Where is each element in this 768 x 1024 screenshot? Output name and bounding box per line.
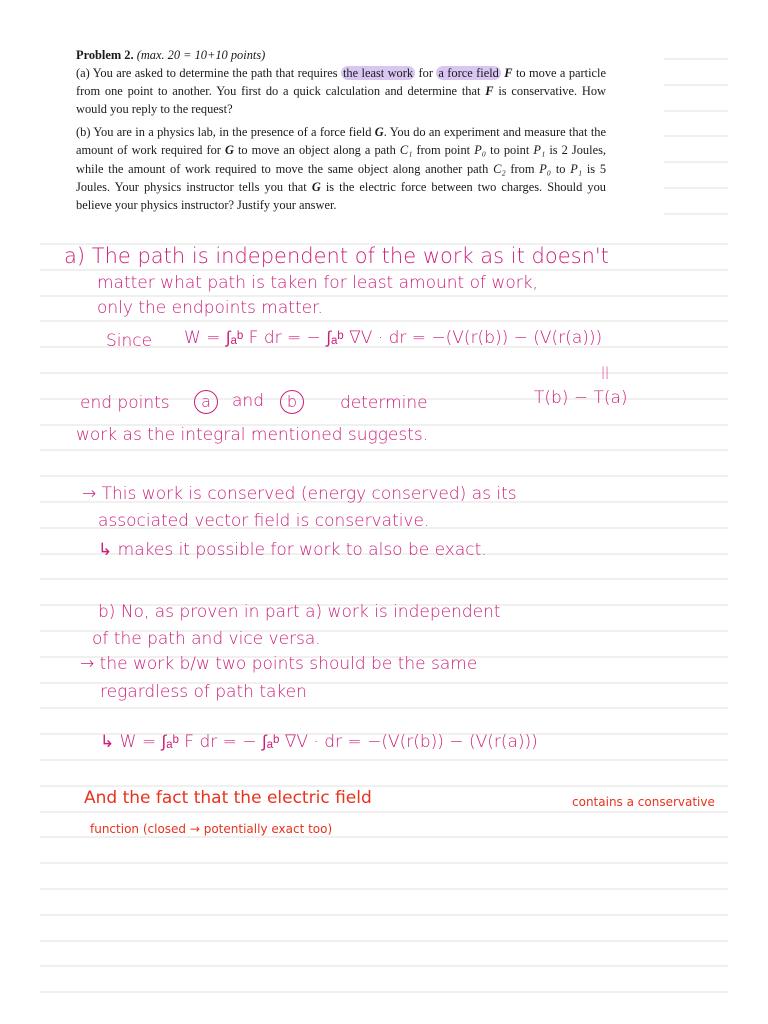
hw-line-b4: regardless of path taken [100, 682, 307, 702]
vector-symbol: F [485, 84, 494, 99]
text-run: to move an object along a path [237, 143, 396, 158]
problem-heading: Problem 2. [76, 48, 134, 62]
text-run: (b) You are in a physics lab, in the presence of a force field [76, 125, 372, 140]
math-symbol: P₁ [570, 161, 583, 176]
hw-and: and [232, 391, 264, 411]
hw-line-b3: → the work b/w two points should be the same [80, 654, 478, 674]
hw-equation-1: W = ∫ₐᵇ F dr = − ∫ₐᵇ ∇V · dr = −(V(r(b)) − (V(r(a))) [184, 328, 603, 348]
hw-line-b1: b) No, as proven in part a) work is independent [98, 602, 501, 622]
text-run: is 5 Joules. Your physics instructor tells you that [76, 161, 607, 194]
vector-symbol: G [374, 125, 384, 140]
text-run: is the electric force between two charges. Should you believe your physics instructor? Justify your answer. [76, 179, 606, 212]
hw-line-c1: → This work is conserved (energy conserved) as its [82, 484, 517, 504]
circled-b-symbol: b [280, 390, 304, 414]
hw-circled-a [194, 390, 218, 414]
math-symbol: C₂ [493, 161, 506, 176]
text-run: for [418, 66, 433, 81]
text-run: to [555, 161, 566, 176]
hw-line-f1: And the fact that the electric field [84, 788, 372, 808]
highlight-force-field: a force field [438, 66, 499, 81]
hw-line-a2: matter what path is taken for least amount of work, [97, 273, 538, 293]
math-symbol: P₀ [474, 143, 487, 158]
highlight-least-work: the least work [342, 66, 414, 81]
hw-since: Since [106, 331, 153, 351]
vector-symbol: G [311, 179, 321, 194]
text-run: (a) You are asked to determine the path that requires [76, 66, 338, 81]
text-run: . You do an experiment and measure that the amount of work required for [76, 125, 606, 158]
vector-symbol: G [224, 143, 234, 158]
hw-end-points: end points [80, 393, 170, 413]
math-symbol: C₁ [399, 143, 413, 158]
hw-line-a5: work as the integral mentioned suggests. [76, 425, 429, 445]
math-symbol: P₁ [533, 143, 546, 158]
problem-part-a [76, 46, 606, 118]
text-run: is conservative. How would you reply to the request? [76, 84, 606, 117]
vector-symbol: F [504, 66, 513, 81]
text-run: to move a particle from one point to another. You first do a quick calculation and determine that [76, 66, 606, 99]
hw-line-a3: only the endpoints matter. [97, 298, 323, 318]
text-run: from [510, 161, 535, 176]
math-symbol: P₀ [539, 161, 552, 176]
hw-line-c2: associated vector field is conservative. [98, 511, 430, 531]
hw-determine: determine [340, 393, 428, 413]
hw-line-f2: contains a conservative [572, 795, 715, 809]
circled-a-symbol: a [194, 390, 218, 414]
hw-line-a1: a) The path is independent of the work as it doesn't [64, 244, 609, 268]
problem-part-b [76, 123, 606, 213]
hw-line-c3: ↳ makes it possible for work to also be exact. [98, 540, 487, 560]
problem-points: (max. 20 = 10+10 points) [136, 48, 266, 62]
hw-t-difference: T(b) − T(a) [534, 388, 628, 408]
hw-line-b2: of the path and vice versa. [92, 629, 321, 649]
hw-equation-2: ↳ W = ∫ₐᵇ F dr = − ∫ₐᵇ ∇V · dr = −(V(r(b)) − (V(r(a))) [100, 732, 538, 752]
hw-equals-mark: || [601, 365, 610, 379]
text-run: from point [416, 143, 471, 158]
hw-line-f3: function (closed → potentially exact too) [90, 822, 333, 836]
text-run: to point [490, 143, 530, 158]
problem-statement [76, 46, 606, 214]
text-run: is 2 Joules, while the amount of work required to move the same object along another path [76, 143, 606, 176]
hw-circled-b [280, 390, 304, 414]
